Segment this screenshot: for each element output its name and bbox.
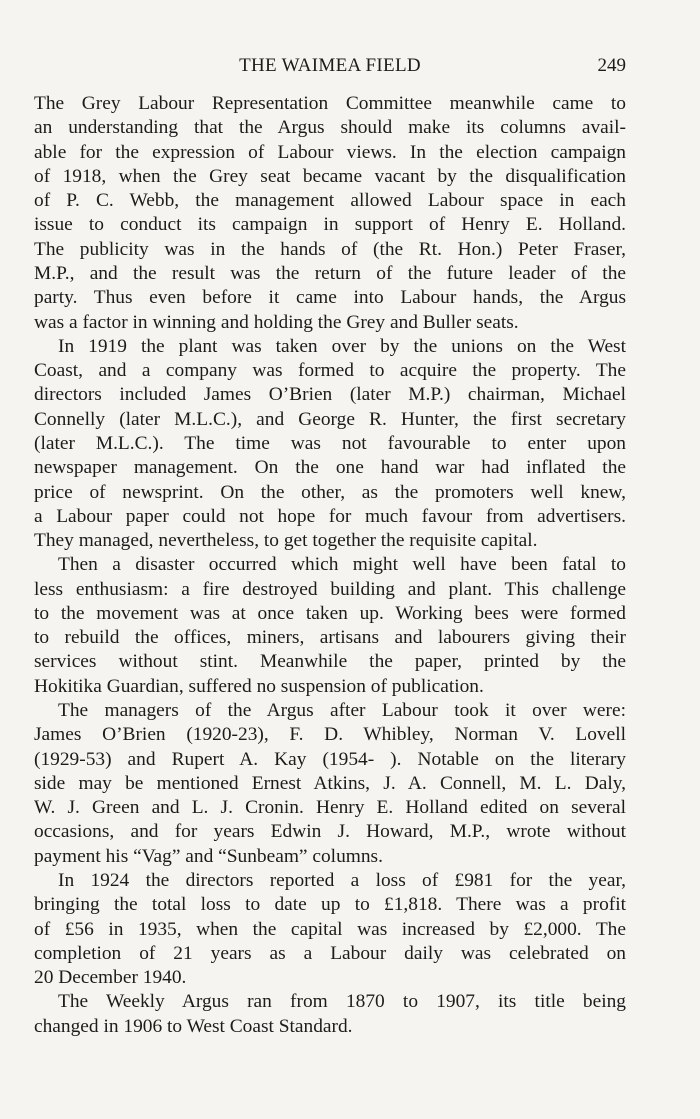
- text-line: party. Thus even before it came into Labour hands, the Argus: [34, 287, 626, 309]
- text-line: to rebuild the offices, miners, artisans and labourers giving their: [34, 627, 626, 649]
- text-line: The Grey Labour Representation Committee meanwhile came to: [34, 93, 626, 114]
- text-line: of £56 in 1935, when the capital was increased by £2,000. The: [34, 918, 626, 940]
- paragraph: [34, 335, 626, 554]
- text-line: less enthusiasm: a fire destroyed building and plant. This challenge: [34, 578, 626, 600]
- page-header: [34, 52, 626, 80]
- paragraph: [34, 990, 626, 1039]
- running-title: THE WAIMEA FIELD: [239, 55, 421, 76]
- text-line: side may be mentioned Ernest Atkins, J. A. Connell, M. L. Daly,: [34, 772, 626, 794]
- text-line: newspaper management. On the one hand war had inflated the: [34, 457, 626, 479]
- text-line: W. J. Green and L. J. Cronin. Henry E. Holland edited on several: [34, 797, 626, 819]
- paragraph: [34, 553, 626, 699]
- text-line: was a factor in winning and holding the Grey and Buller seats.: [34, 311, 519, 333]
- text-line: issue to conduct its campaign in support of Henry E. Holland.: [34, 214, 626, 236]
- text-line: M.P., and the result was the return of the future leader of the: [34, 262, 626, 284]
- text-line: 20 December 1940.: [34, 967, 187, 989]
- paragraph: [34, 92, 626, 335]
- text-line: In 1919 the plant was taken over by the unions on the West: [58, 335, 626, 357]
- text-line: (later M.L.C.). The time was not favourable to enter upon: [34, 432, 626, 454]
- text-line: able for the expression of Labour views. In the election campaign: [34, 141, 626, 163]
- body-text: [34, 92, 626, 1039]
- text-line: In 1924 the directors reported a loss of £981 for the year,: [58, 870, 626, 891]
- paragraph: [34, 869, 626, 990]
- text-line: services without stint. Meanwhile the paper, printed by the: [34, 651, 626, 673]
- text-line: Hokitika Guardian, suffered no suspension of publication.: [34, 675, 484, 697]
- text-line: a Labour paper could not hope for much favour from advertisers.: [34, 505, 626, 527]
- text-line: Connelly (later M.L.C.), and George R. Hunter, the first secretary: [34, 408, 626, 430]
- text-line: They managed, nevertheless, to get together the requisite capital.: [34, 530, 538, 552]
- text-line: of P. C. Webb, the management allowed Labour space in each: [34, 190, 626, 212]
- text-line: (1929-53) and Rupert A. Kay (1954- ). Notable on the literary: [34, 748, 626, 770]
- text-line: changed in 1906 to West Coast Standard.: [34, 1015, 353, 1037]
- text-line: an understanding that the Argus should make its columns avail-: [34, 117, 626, 139]
- text-line: price of newsprint. On the other, as the promoters well knew,: [34, 481, 626, 503]
- text-line: The Weekly Argus ran from 1870 to 1907, its title being: [58, 991, 626, 1013]
- page-number: 249: [597, 55, 626, 76]
- text-line: of 1918, when the Grey seat became vacant by the disqualification: [34, 165, 626, 187]
- text-line: bringing the total loss to date up to £1,818. There was a profit: [34, 894, 626, 916]
- text-line: The publicity was in the hands of (the Rt. Hon.) Peter Fraser,: [34, 238, 626, 260]
- text-line: to the movement was at once taken up. Working bees were formed: [34, 602, 626, 624]
- text-line: The managers of the Argus after Labour took it over were:: [58, 700, 626, 722]
- text-line: directors included James O’Brien (later M.P.) chairman, Michael: [34, 384, 626, 406]
- text-line: occasions, and for years Edwin J. Howard, M.P., wrote without: [34, 821, 626, 843]
- text-line: Coast, and a company was formed to acquire the property. The: [34, 360, 626, 382]
- text-line: James O’Brien (1920-23), F. D. Whibley, Norman V. Lovell: [34, 724, 626, 746]
- text-line: payment his “Vag” and “Sunbeam” columns.: [34, 845, 383, 867]
- text-line: completion of 21 years as a Labour daily was celebrated on: [34, 942, 626, 964]
- paragraph: [34, 699, 626, 869]
- text-line: Then a disaster occurred which might well have been fatal to: [58, 554, 626, 576]
